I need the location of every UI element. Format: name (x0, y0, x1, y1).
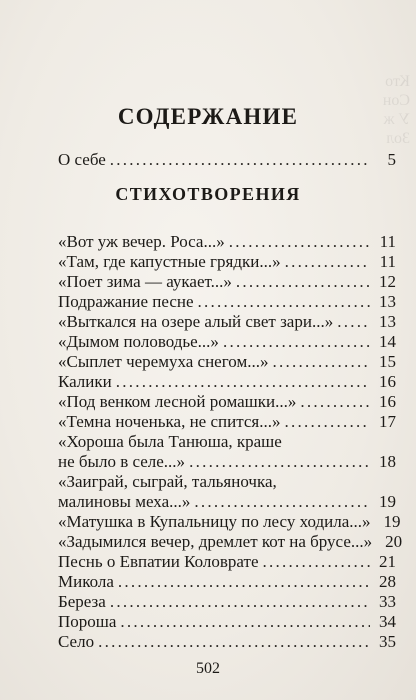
toc-entry-page: 11 (379, 232, 396, 251)
toc-entry-page: 19 (379, 492, 396, 511)
toc-entry (58, 412, 396, 432)
page-number: 502 (196, 660, 220, 677)
leader-dots (110, 592, 370, 612)
toc-entry-title: «Задымился вечер, дремлет кот на брусе...» (58, 532, 373, 551)
toc-entry-title: «Поет зима — аукает...» (58, 272, 232, 291)
toc-entry-page: 33 (379, 592, 396, 611)
toc-entry (58, 612, 396, 632)
toc-entry (58, 552, 396, 572)
toc-entry-page: 12 (379, 272, 396, 291)
bleed-through-text: Кто Сон У ж Зол (382, 73, 410, 147)
toc-entry-title: Село (58, 632, 95, 651)
toc-entry (58, 372, 396, 392)
toc-entry-title: Пороша (58, 612, 117, 631)
toc-entry-page: 13 (379, 292, 396, 311)
leader-dots (116, 372, 370, 392)
leader-dots (223, 332, 370, 352)
toc-entry (58, 512, 401, 532)
leader-dots (198, 292, 370, 312)
toc-entry-title: не было в селе...» (58, 452, 186, 471)
toc-entry-page: 34 (379, 612, 396, 631)
toc-entry (58, 572, 396, 592)
leader-dots (300, 392, 370, 412)
toc-entry-title: «Вот уж вечер. Роса...» (58, 232, 225, 251)
leader-dots (120, 612, 370, 632)
toc-entry-title: «Под венком лесной ромашки...» (58, 392, 297, 411)
toc-entry-title: «Темна ноченька, не спится...» (58, 412, 281, 431)
leader-dots (189, 452, 370, 472)
toc-entry-title: «Дымом половодье...» (58, 332, 219, 351)
toc-entry-title: «Там, где капустные грядки...» (58, 252, 281, 271)
leader-dots (118, 572, 370, 592)
toc-entry (58, 332, 396, 352)
toc-entry-first-line: «Хороша была Танюша, краше (58, 432, 282, 451)
toc-entry-title: «Матушка в Купальницу по лесу ходила...» (58, 512, 371, 531)
leader-dots (236, 272, 370, 292)
toc-entry (58, 452, 396, 472)
toc-entry-page: 18 (379, 452, 396, 471)
toc-entry (58, 532, 403, 552)
toc-entry (58, 292, 396, 312)
toc-entry-page: 5 (387, 150, 396, 169)
toc-entry-title: Песнь о Евпатии Коловрате (58, 552, 259, 571)
toc-entry (58, 632, 396, 652)
leader-dots (272, 352, 370, 372)
toc-entry-page: 28 (379, 572, 396, 591)
leader-dots (229, 232, 370, 252)
toc-entry-page: 21 (379, 552, 396, 571)
toc-entry-title: Калики (58, 372, 112, 391)
toc-entry-title: «Выткался на озере алый свет зари...» (58, 312, 334, 331)
toc-entry-title: «Сыплет черемуха снегом...» (58, 352, 269, 371)
leader-dots (284, 412, 370, 432)
toc-entry-page: 11 (379, 252, 396, 271)
toc-entry (58, 272, 396, 292)
toc-entry (58, 232, 396, 252)
toc-entry-page: 15 (379, 352, 396, 371)
toc-entry-intro (58, 150, 396, 170)
leader-dots (263, 552, 371, 572)
leader-dots (110, 150, 370, 170)
leader-dots (285, 252, 370, 272)
toc-entry-title: Береза (58, 592, 106, 611)
toc-entry (58, 352, 396, 372)
toc-entry-title: Подражание песне (58, 292, 194, 311)
toc-entry-title: О себе (58, 150, 106, 169)
toc-entry (58, 492, 396, 512)
toc-entry-page: 13 (379, 312, 396, 331)
leader-dots (194, 492, 370, 512)
toc-entry-page: 19 (383, 512, 401, 531)
toc-entry-page: 17 (379, 412, 396, 431)
toc-entry (58, 312, 396, 332)
leader-dots (98, 632, 370, 652)
leader-dots (337, 312, 370, 332)
toc-entry-page: 20 (385, 532, 403, 551)
toc-entry (58, 592, 396, 612)
toc-entry (58, 392, 396, 412)
toc-entry (58, 252, 396, 272)
section-heading-poems: СТИХОТВОРЕНИЯ (115, 184, 301, 204)
toc-entry-page: 16 (379, 392, 396, 411)
toc-entry-title: малиновы меха...» (58, 492, 191, 511)
toc-entry-page: 35 (379, 632, 396, 651)
toc-entry-page: 14 (379, 332, 396, 351)
contents-heading: СОДЕРЖАНИЕ (117, 104, 299, 129)
toc-entry-first-line: «Заиграй, сыграй, тальяночка, (58, 472, 277, 491)
toc-entry-page: 16 (379, 372, 396, 391)
toc-entry-title: Микола (58, 572, 114, 591)
